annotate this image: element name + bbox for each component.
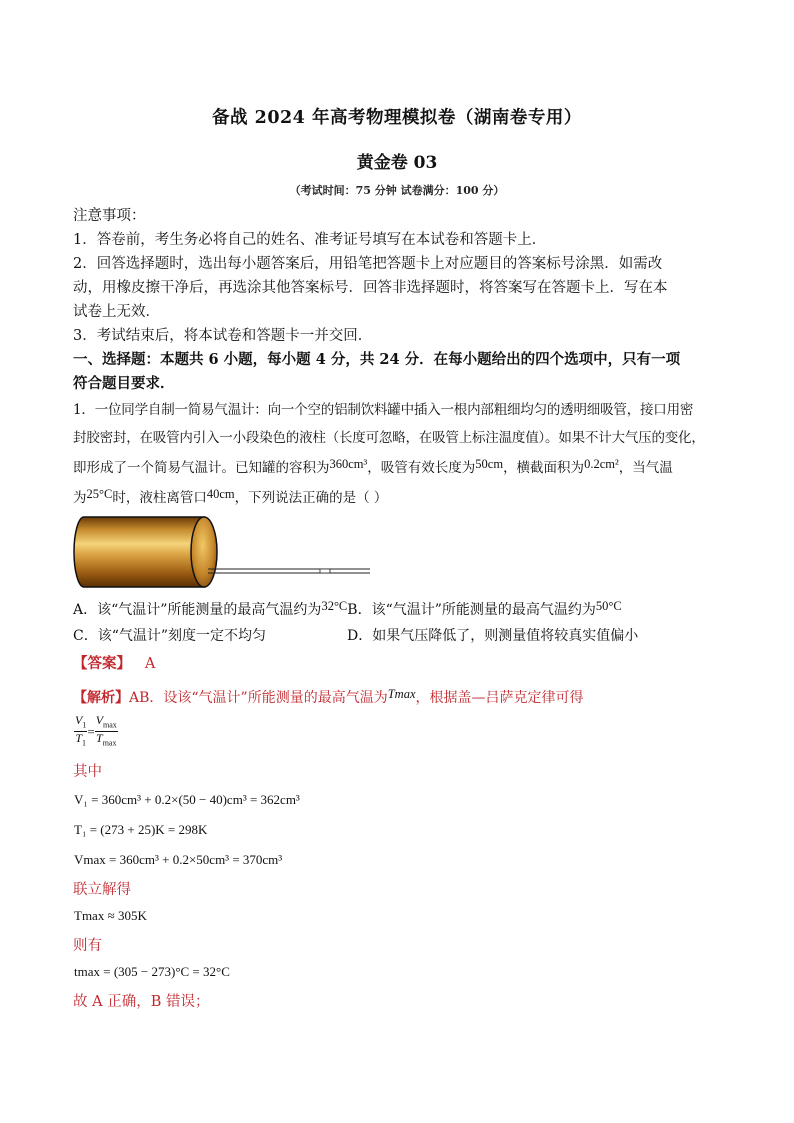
q1-text: ，吸管有效长度为: [367, 460, 476, 476]
q1-temperature: 25°C: [86, 487, 113, 501]
analysis-text: AB．设该“气温计”所能测量的最高气温为: [129, 690, 388, 706]
analysis-then: 则有: [73, 938, 102, 954]
question-1-line-3: [73, 456, 723, 480]
q1-text: ，横截面积为: [503, 460, 585, 476]
notice-heading: 注意事项：: [73, 208, 146, 224]
option-a-value: 32°C: [321, 599, 348, 613]
option-b: B．该“气温计”所能测量的最高气温约为: [347, 602, 596, 618]
analysis-text: ，根据盖—吕萨克定律可得: [415, 690, 584, 706]
page-title: 备战 2024 年高考物理模拟卷（湖南卷专用）: [212, 108, 582, 128]
q1-text: 时，液柱离管口: [112, 490, 207, 506]
option-b-value: 50°C: [595, 599, 622, 613]
option-c: C．该“气温计”刻度一定不均匀: [73, 628, 267, 644]
q1-volume: 360cm³: [329, 457, 368, 471]
gay-lussac-formula: $\frac{V_1}{T_1}$ = $\frac{V_{max}}{T_{max}}$: [75, 713, 117, 748]
analysis-conclusion: 故 A 正确，B 错误；: [73, 994, 210, 1010]
analysis-label: 【解析】: [73, 690, 129, 706]
q1-distance: 40cm: [206, 487, 235, 501]
q1-text: ，下列说法正确的是（ ）: [234, 490, 388, 506]
option-a: A．该“气温计”所能测量的最高气温约为: [73, 602, 322, 618]
question-1-line-4: [73, 486, 723, 510]
q1-text: 即形成了一个简易气温计。已知罐的容积为: [73, 460, 330, 476]
section-heading: 一、选择题：本题共 6 小题，每小题 4 分，共 24 分．在每小题给出的四个选项中，只有一项: [73, 351, 681, 368]
question-1-line-1: 1．一位同学自制一简易气温计：向一个空的铝制饮料罐中插入一根内部粗细均匀的透明细吸管，接口用密: [73, 402, 694, 418]
liquid-column: [320, 569, 330, 573]
equation-vmax: Vmax = 360cm³ + 0.2×50cm³ = 370cm³: [74, 852, 283, 867]
answer-value: A: [144, 656, 156, 672]
section-heading-cont: 符合题目要求．: [73, 375, 175, 392]
exam-info: （考试时间：75 分钟 试卷满分：100 分）: [289, 184, 505, 197]
can-body: [74, 517, 204, 587]
notice-item-2-cont: 动，用橡皮擦干净后，再选涂其他答案标号．回答非选择题时，将答案写在答题卡上．写在本: [73, 280, 668, 296]
analysis-intro: [73, 686, 723, 710]
notice-item-3: 3．考试结束后，将本试卷和答题卡一并交回．: [73, 328, 373, 344]
answer-line: [73, 652, 723, 676]
equation-t: tmax = (305 − 273)°C = 32°C: [74, 964, 230, 979]
option-d: D．如果气压降低了，则测量值将较真实值偏小: [347, 628, 639, 644]
straw: [208, 569, 370, 573]
option-a-b-line: [73, 598, 723, 622]
q1-text: 为: [73, 490, 87, 506]
analysis-solve: 联立解得: [73, 882, 131, 898]
notice-item-2: 2．回答选择题时，选出每小题答案后，用铅笔把答题卡上对应题目的答案标号涂黑．如需改: [73, 256, 663, 272]
can-end: [191, 517, 217, 587]
analysis-tmax: Tmax: [387, 687, 416, 701]
page-subtitle: 黄金卷 03: [356, 153, 438, 173]
notice-item-1: 1．答卷前，考生务必将自己的姓名、准考证号填写在本试卷和答题卡上．: [73, 232, 547, 248]
q1-area: 0.2cm²: [584, 457, 619, 471]
equation-tmax: Tmax ≈ 305K: [74, 908, 147, 923]
thermometer-can-figure: [72, 514, 372, 590]
q1-length: 50cm: [475, 457, 504, 471]
equation-t1: T₁ = (273 + 25)K = 298K: [74, 822, 208, 837]
notice-item-2-end: 试卷上无效．: [73, 304, 160, 320]
answer-label: 【答案】: [73, 655, 131, 672]
question-1-line-2: 封胶密封，在吸管内引入一小段染色的液柱（长度可忽略，在吸管上标注温度值）。如果不计大气压的变化，: [73, 430, 705, 446]
q1-text: ，当气温: [618, 460, 673, 476]
equation-v1: V₁ = 360cm³ + 0.2×(50 − 40)cm³ = 362cm³: [74, 792, 300, 807]
analysis-among: 其中: [73, 764, 102, 780]
